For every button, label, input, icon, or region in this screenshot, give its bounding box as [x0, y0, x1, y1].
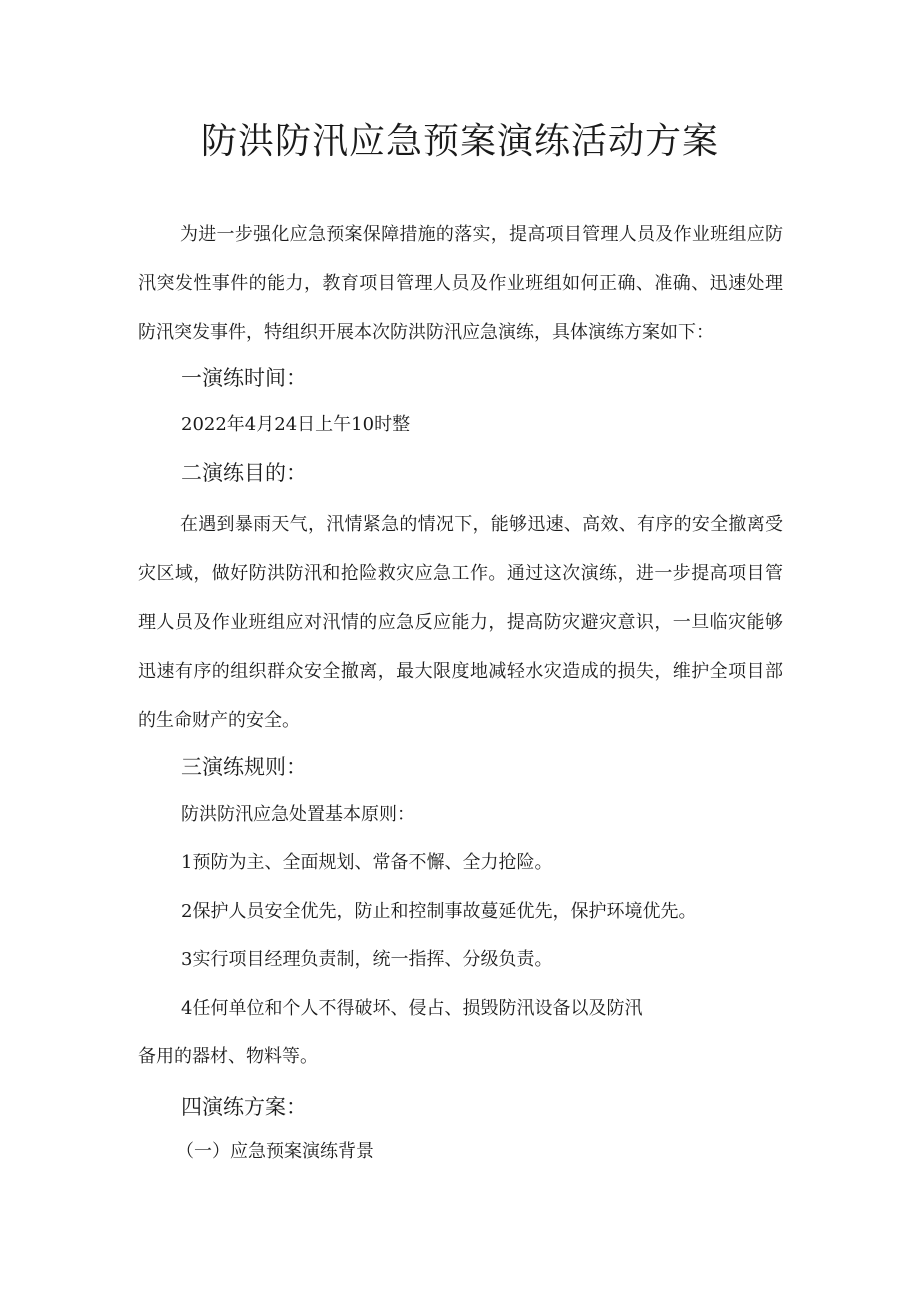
rule-1: 1预防为主、全面规划、常备不懈、全力抢险。: [181, 852, 553, 873]
document-title: 防洪防汛应急预案演练活动方案: [200, 121, 719, 162]
section-4-subheading: （一）应急预案演练背景: [176, 1141, 374, 1162]
rule-3: 3实行项目经理负责制，统一指挥、分级负责。: [181, 949, 553, 970]
section-3-heading: 三演练规则：: [181, 755, 307, 779]
section-2-heading: 二演练目的：: [181, 461, 307, 485]
intro-paragraph: 为进一步强化应急预案保障措施的落实，提高项目管理人员及作业班组应防汛突发性事件的能力，教育项目管理人员及作业班组如何正确、准确、迅速处理防汛突发事件，特组织开展本次防洪防汛应急演练，具体演练方案如下：: [138, 224, 783, 343]
rule-4: 4任何单位和个人不得破坏、侵占、损毁防汛设备以及防汛: [181, 998, 643, 1019]
section-1-heading: 一演练时间：: [181, 366, 307, 390]
rule-4-continued: 备用的器材、物料等。: [138, 1046, 318, 1067]
section-1-text: 2022年4月24日上午10时整: [181, 414, 411, 435]
rule-2: 2保护人员安全优先，防止和控制事故蔓延优先，保护环境优先。: [181, 901, 697, 922]
section-2-paragraph: 在遇到暴雨天气，汛情紧急的情况下，能够迅速、高效、有序的安全撤离受灾区域，做好防洪防汛和抢险救灾应急工作。通过这次演练，进一步提高项目管理人员及作业班组应对汛情的应急反应能力，提高防灾避灾意识，一旦临灾能够迅速有序的组织群众安全撤离，最大限度地减轻水灾造成的损失，维护全项目部的生命财产的安全。: [138, 514, 783, 731]
section-3-intro: 防洪防汛应急处置基本原则：: [181, 804, 415, 825]
section-4-heading: 四演练方案：: [181, 1095, 307, 1119]
